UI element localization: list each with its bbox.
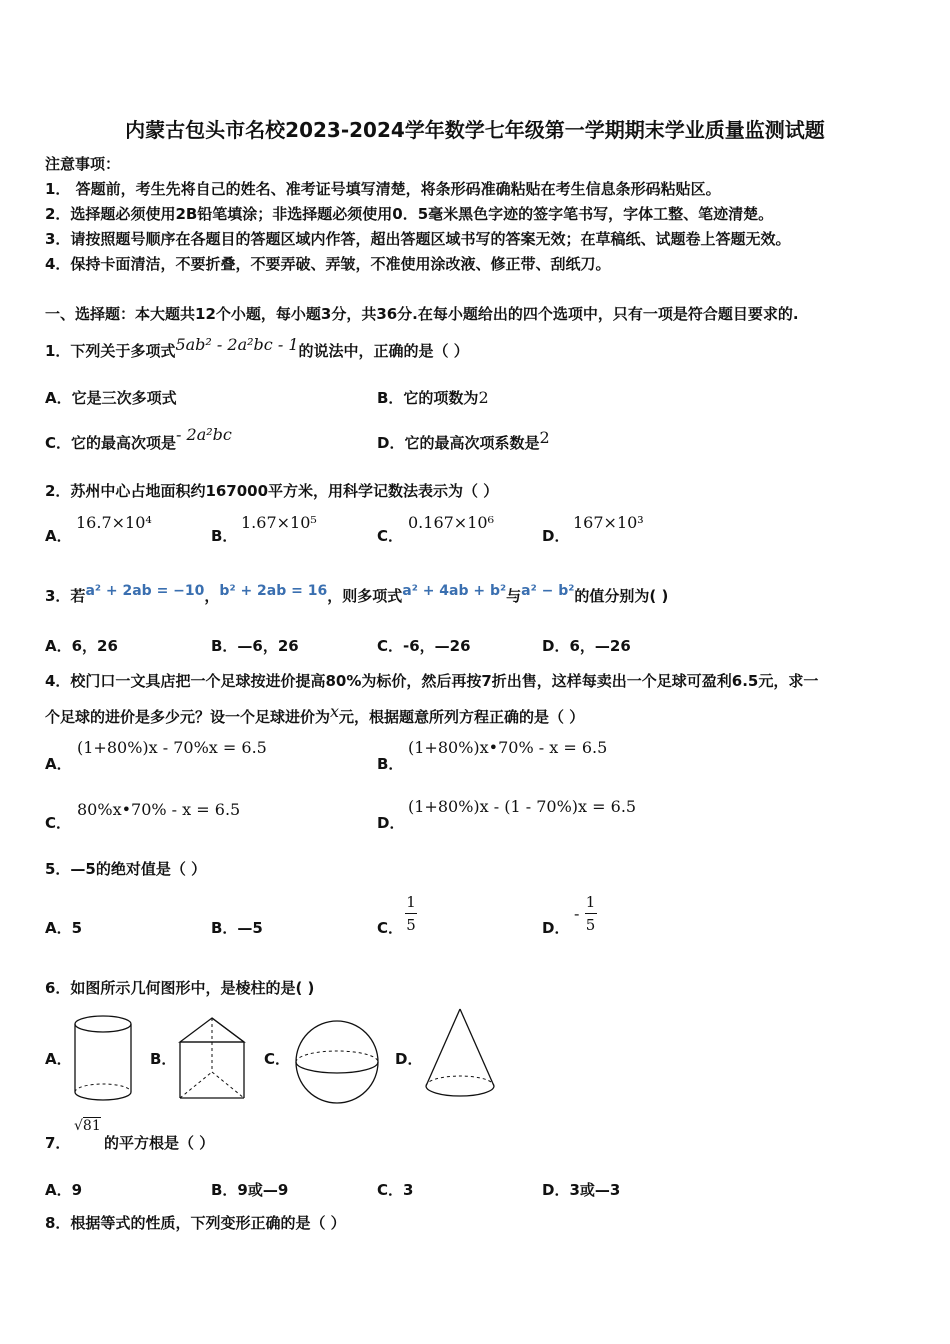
q4-line2-a: 个足球的进价是多少元？设一个足球进价为 (45, 708, 331, 726)
q7-radical (74, 1118, 101, 1134)
q2-option-c-label: C． (377, 527, 404, 545)
q4-option-c-label: C． (45, 814, 72, 832)
question-5: 5．—5的绝对值是（ ） (45, 860, 207, 878)
q4-line2-b: 元，根据题意所列方程正确的是（ ） (339, 708, 585, 726)
q1-option-b-text: B．它的项数为 (377, 389, 479, 407)
question-7-stem: 的平方根是（ ） (104, 1134, 215, 1152)
q3-expr-4: a² − b² (521, 583, 575, 599)
q5-option-a: A．5 (45, 919, 83, 937)
q1-stem-a: 1．下列关于多项式 (45, 342, 176, 360)
q6-option-d-label: D． (395, 1050, 423, 1068)
question-6: 6．如图所示几何图形中，是棱柱的是( ) (45, 979, 315, 997)
q3-expr-3: a² + 4ab + b² (402, 583, 507, 599)
q1-option-a: A．它是三次多项式 (45, 389, 177, 407)
notice-heading: 注意事项： (45, 155, 121, 173)
q2-option-d-label: D． (542, 527, 570, 545)
q3-option-c: C．-6，—26 (377, 637, 471, 655)
question-2: 2．苏州中心占地面积约167000平方米，用科学记数法表示为（ ） (45, 482, 499, 500)
question-4-line-1: 4．校门口一文具店把一个足球按进价提高80%为标价，然后再按7折出售，这样每卖出一个足球可盈利6.5元，求一 (45, 672, 819, 690)
q3-stem-d: 的值分别为( ) (574, 587, 669, 605)
q4-option-d: (1+80%)x - (1 - 70%)x = 6.5 (408, 797, 637, 816)
q7-option-c: C．3 (377, 1181, 414, 1199)
q4-option-c: 80%x•70% - x = 6.5 (77, 800, 241, 819)
q1-stem-b: 的说法中，正确的是（ ） (298, 342, 469, 360)
q3-stem-c: 与 (506, 587, 522, 605)
q3-expr-1: a² + 2ab = −10 (85, 583, 205, 599)
q2-option-a-label: A． (45, 527, 72, 545)
page-title: 内蒙古包头市名校2023-2024学年数学七年级第一学期期末学业质量监测试题 (125, 118, 825, 142)
q1-option-d-text: D．它的最高次项系数是 (377, 434, 540, 452)
q4-option-a: (1+80%)x - 70%x = 6.5 (77, 738, 267, 757)
question-1 (45, 335, 469, 361)
q1-option-d (377, 428, 550, 453)
q1-option-c-text: C．它的最高次项是 (45, 434, 177, 452)
notice-item: 3．请按照题号顺序在各题目的答题区域内作答，超出答题区域书写的答案无效；在草稿纸、试题卷上答题无效。 (45, 230, 791, 248)
q7-option-d: D．3或—3 (542, 1181, 621, 1199)
q7-option-b: B．9或—9 (211, 1181, 289, 1199)
q1-option-c-value: - 2a²bc (176, 425, 232, 444)
negative-sign: - (574, 904, 580, 923)
q5-option-c-label: C． (377, 919, 404, 937)
q6-option-b-label: B． (150, 1050, 177, 1068)
notice-item: 1． 答题前，考生先将自己的姓名、准考证号填写清楚，将条形码准确粘贴在考生信息条形码粘贴区。 (45, 180, 721, 198)
q4-variable: x (330, 702, 340, 721)
q3-stem-b: ，则多项式 (327, 587, 403, 605)
sphere-icon (290, 1020, 384, 1104)
fraction-numerator: 1 (406, 893, 416, 911)
q6-option-a-label: A． (45, 1050, 72, 1068)
fraction-denominator: 5 (406, 916, 416, 934)
prism-icon (176, 1012, 250, 1104)
cone-icon (420, 1006, 500, 1104)
q1-option-c (45, 425, 232, 453)
q1-option-d-value: 2 (539, 428, 550, 447)
q6-option-c-label: C． (264, 1050, 291, 1068)
question-8: 8．根据等式的性质，下列变形正确的是（ ） (45, 1214, 346, 1232)
q2-option-b-label: B． (211, 527, 238, 545)
q3-option-a: A．6，26 (45, 637, 118, 655)
q7-radicand: 81 (82, 1118, 101, 1134)
q5-option-d-fraction (574, 893, 597, 934)
question-3 (45, 585, 668, 606)
q5-option-b: B．—5 (211, 919, 263, 937)
q3-comma: ， (204, 587, 220, 605)
q1-polynomial: 5ab² - 2a²bc - 1 (175, 335, 299, 354)
q3-option-b: B．—6，26 (211, 637, 299, 655)
q3-option-d: D．6，—26 (542, 637, 631, 655)
q7-option-a: A．9 (45, 1181, 83, 1199)
q2-option-a: 16.7×10⁴ (76, 513, 152, 532)
q5-option-c-fraction (405, 893, 417, 934)
section-heading: 一、选择题：本大题共12个小题，每小题3分，共36分.在每小题给出的四个选项中，只有一项是符合题目要求的. (45, 305, 799, 323)
notice-item: 2．选择题必须使用2B铅笔填涂；非选择题必须使用0．5毫米黑色字迹的签字笔书写，字体工整、笔迹清楚。 (45, 205, 774, 223)
fraction-denominator: 5 (585, 916, 596, 934)
q2-option-c: 0.167×10⁶ (408, 513, 494, 532)
question-7-label: 7． (45, 1134, 71, 1152)
q2-option-b: 1.67×10⁵ (241, 513, 317, 532)
question-4-line-2 (45, 702, 585, 727)
q3-stem-a: 3．若 (45, 587, 86, 605)
q4-option-d-label: D． (377, 814, 405, 832)
q5-option-d-label: D． (542, 919, 570, 937)
sqrt-icon: √ (74, 1118, 83, 1134)
cylinder-icon (70, 1012, 136, 1104)
q4-option-b-label: B． (377, 755, 404, 773)
fraction-numerator: 1 (585, 893, 596, 911)
q1-option-b-value: 2 (478, 388, 489, 407)
q3-expr-2: b² + 2ab = 16 (219, 583, 328, 599)
notice-item: 4．保持卡面清洁，不要折叠，不要弄破、弄皱，不准使用涂改液、修正带、刮纸刀。 (45, 255, 611, 273)
q4-option-a-label: A． (45, 755, 72, 773)
q1-option-b (377, 387, 489, 408)
q4-option-b: (1+80%)x•70% - x = 6.5 (408, 738, 608, 757)
q2-option-d: 167×10³ (573, 513, 644, 532)
